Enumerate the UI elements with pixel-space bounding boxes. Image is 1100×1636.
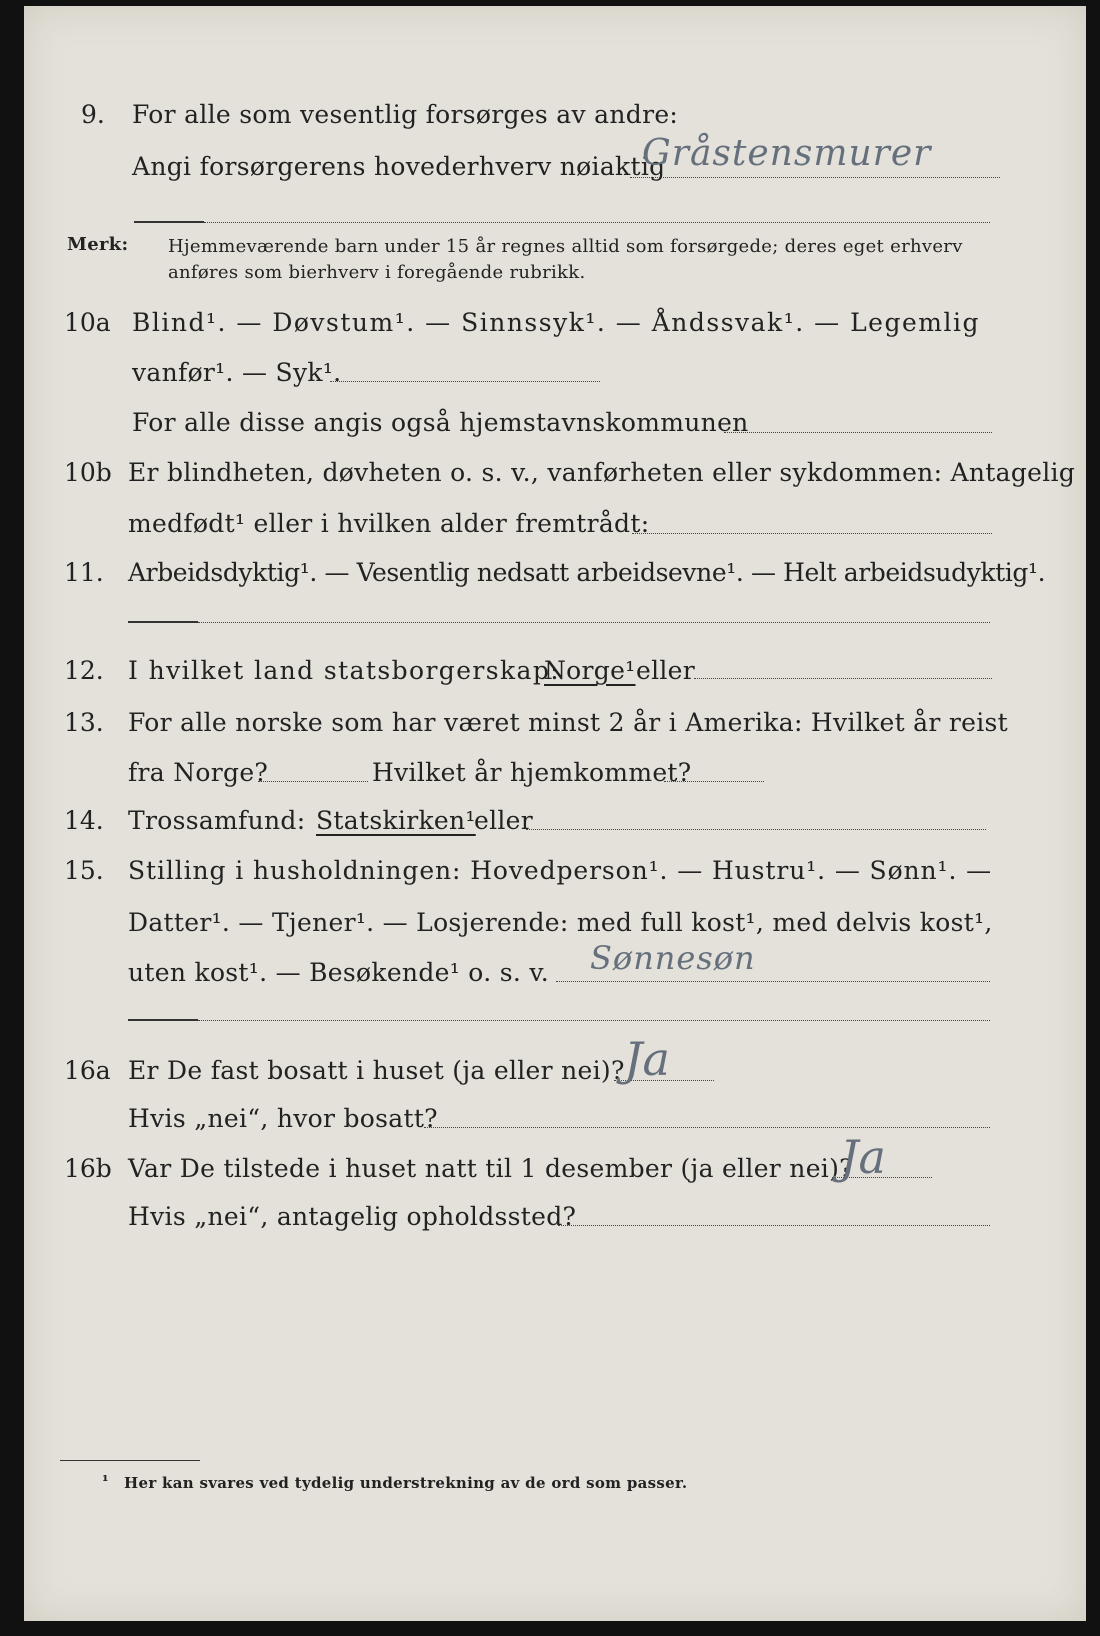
q15-line1: Stilling i husholdningen: Hovedperson¹. — Hustru¹. — Sønn¹. —: [128, 856, 993, 885]
q10b-line2: medfødt¹ eller i hvilken alder fremtrådt:: [128, 509, 650, 538]
q16b-opholdssted-line: [558, 1225, 990, 1226]
q11-separator: [128, 621, 198, 623]
q16a-line2: Hvis „nei“, hvor bosatt?: [128, 1104, 438, 1133]
q11-line1: Arbeidsdyktig¹. — Vesentlig nedsatt arbeidsevne¹. — Helt arbeidsudyktig¹.: [128, 558, 1046, 587]
q15-separator-dots: [198, 1020, 990, 1021]
q16a-number: 16a: [64, 1056, 111, 1085]
q13-number: 13.: [64, 708, 104, 737]
q16b-line1: Var De tilstede i huset natt til 1 desember (ja eller nei)?: [128, 1154, 853, 1183]
q12-number: 12.: [64, 656, 104, 685]
q10a-syk-line: [330, 381, 600, 382]
q13-hjemkommet-line: [664, 781, 764, 782]
q11-number: 11.: [64, 558, 104, 587]
q10b-line1: Er blindheten, døvheten o. s. v., vanførheten eller sykdommen: Antagelig: [128, 458, 1076, 487]
census-form-page: [24, 6, 1086, 1621]
q12-answer-line: [694, 678, 992, 679]
q10b-number: 10b: [64, 458, 112, 487]
q16a-line1: Er De fast bosatt i huset (ja eller nei)?: [128, 1056, 625, 1085]
q15-separator: [128, 1019, 198, 1021]
merk-line2: anføres som bierhverv i foregående rubrikk.: [168, 262, 586, 283]
q15-number: 15.: [64, 856, 104, 885]
q9-handwritten-answer: Gråstensmurer: [642, 133, 932, 174]
q9-answer-line: [630, 177, 1000, 178]
q15-line2: Datter¹. — Tjener¹. — Losjerende: med full kost¹, med delvis kost¹,: [128, 908, 993, 937]
q14-answer-line: [526, 829, 986, 830]
q10a-hjemstavn-line: [724, 432, 992, 433]
q11-separator-dots: [198, 622, 990, 623]
q15-handwritten-answer: Sønnesøn: [590, 939, 756, 977]
footnote-mark: ¹: [102, 1472, 109, 1490]
q16a-handwritten-answer: Ja: [624, 1032, 670, 1086]
q10b-answer-line: [632, 533, 992, 534]
q12-text-a: I hvilket land statsborgerskap:: [128, 656, 561, 685]
q14-statskirken-underlined: Statskirken¹: [316, 806, 476, 835]
q9-line2: Angi forsørgerens hovederhverv nøiaktig: [132, 152, 666, 181]
q13-line2b: Hvilket år hjemkommet?: [372, 758, 692, 787]
footnote-rule: [60, 1460, 200, 1461]
merk-label: Merk:: [67, 234, 129, 255]
q10a-line2: vanfør¹. — Syk¹.: [132, 358, 342, 387]
q9-separator: [134, 221, 204, 223]
q12-norge-underlined: Norge¹: [544, 656, 636, 685]
q13-line2a: fra Norge?: [128, 758, 269, 787]
merk-line1: Hjemmeværende barn under 15 år regnes alltid som forsørgede; deres eget erhverv: [168, 236, 963, 257]
q12-text-b: eller: [636, 656, 696, 685]
q16b-number: 16b: [64, 1154, 112, 1183]
q10a-number: 10a: [64, 308, 111, 337]
q13-line1: For alle norske som har været minst 2 år i Amerika: Hvilket år reist: [128, 708, 1009, 737]
q15-line3: uten kost¹. — Besøkende¹ o. s. v.: [128, 958, 550, 987]
q16a-bosatt-line: [424, 1127, 990, 1128]
q16b-line2: Hvis „nei“, antagelig opholdssted?: [128, 1202, 577, 1231]
q15-answer-line: [556, 981, 990, 982]
q9-separator-dots: [204, 222, 990, 223]
q9-line1: For alle som vesentlig forsørges av andre:: [132, 100, 679, 129]
q16b-handwritten-answer: Ja: [840, 1130, 886, 1184]
q10a-line3: For alle disse angis også hjemstavnskommunen: [132, 408, 749, 437]
q14-number: 14.: [64, 806, 104, 835]
q14-text-a: Trossamfund:: [128, 806, 306, 835]
footnote-text: Her kan svares ved tydelig understrekning av de ord som passer.: [124, 1474, 688, 1492]
q13-reist-line: [258, 781, 368, 782]
q10a-line1: Blind¹. — Døvstum¹. — Sinnssyk¹. — Åndssvak¹. — Legemlig: [132, 308, 980, 337]
q14-text-b: eller: [474, 806, 534, 835]
q9-number: 9.: [81, 100, 105, 129]
